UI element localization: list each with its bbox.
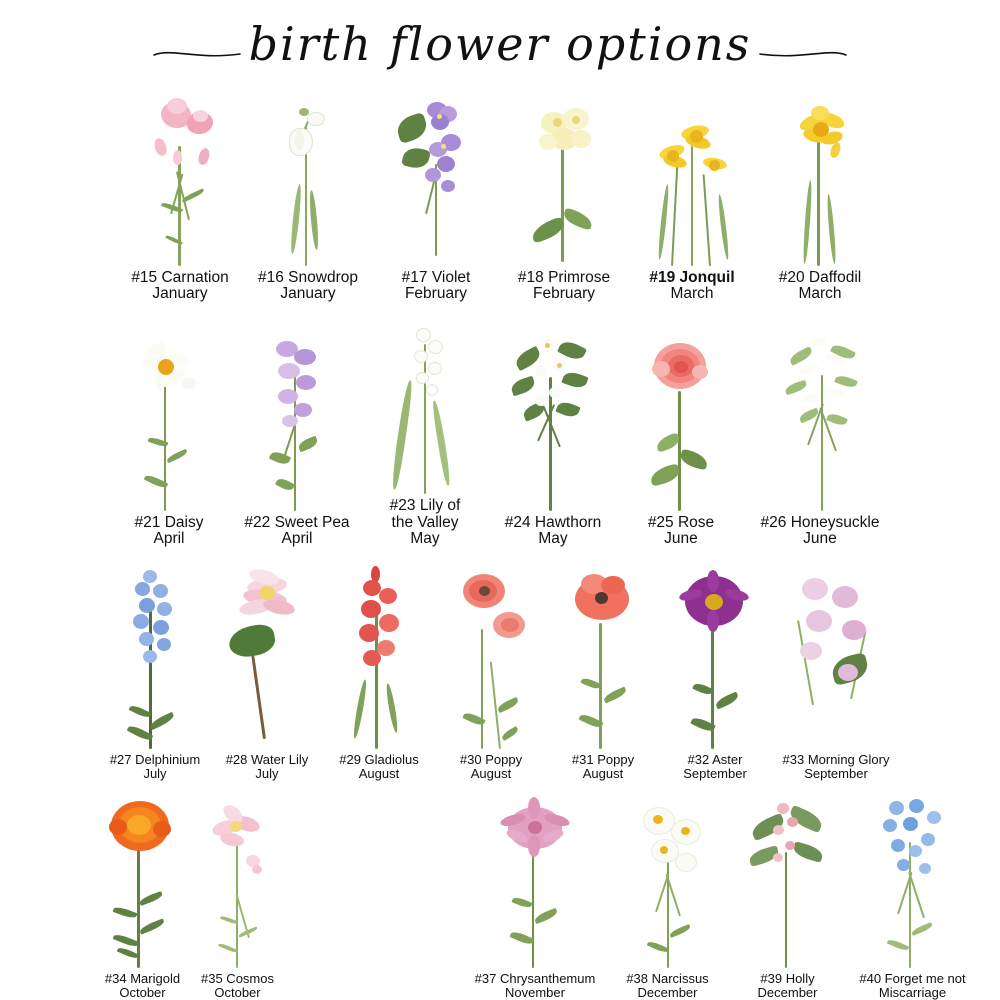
flower-caption	[460, 753, 522, 781]
flower-row-2	[0, 310, 1000, 548]
caption-line-2: June	[803, 530, 837, 548]
flower-caption	[648, 515, 714, 548]
caption-line-2: August	[470, 765, 512, 781]
flower-caption	[201, 972, 274, 1000]
flower-caption	[761, 515, 880, 548]
caption-line-2: December	[637, 984, 698, 1000]
flower-grid	[0, 88, 1000, 1000]
flower-caption	[572, 753, 634, 781]
flower-caption	[339, 753, 419, 781]
caption-line-1: #29 Gladiolus	[339, 751, 419, 767]
flower-caption	[505, 515, 602, 548]
flower-card-poppy-31[interactable]	[547, 556, 659, 781]
flower-caption	[783, 753, 890, 781]
page-header	[0, 0, 1000, 88]
flower-card-violet[interactable]	[372, 88, 500, 303]
caption-line-1: #19 Jonquil	[649, 268, 735, 286]
flower-caption	[649, 270, 734, 303]
flower-card-sweet-pea[interactable]	[233, 310, 361, 548]
flower-card-cosmos[interactable]	[190, 788, 285, 1000]
caption-line-1: #18 Primrose	[517, 268, 611, 286]
flower-caption	[758, 972, 818, 1000]
flower-caption	[475, 972, 596, 1000]
flower-card-gladiolus[interactable]	[323, 556, 435, 781]
flower-caption	[105, 972, 180, 1000]
flower-row-3	[0, 556, 1000, 781]
caption-line-2: August	[582, 765, 624, 781]
caption-line-2: March	[670, 285, 714, 303]
caption-line-1: #37 Chrysanthemum	[474, 970, 596, 986]
flower-card-morning-glory[interactable]	[771, 556, 901, 781]
caption-line-2: November	[505, 984, 565, 1000]
caption-line-1: #24 Hawthorn	[504, 513, 602, 531]
caption-line-1: #38 Narcissus	[626, 970, 709, 986]
caption-line-1: #26 Honeysuckle	[760, 513, 880, 531]
caption-line-1: #34 Marigold	[104, 970, 181, 986]
caption-line-1: #17 Violet	[401, 268, 471, 286]
flower-card-jonquil[interactable]	[628, 88, 756, 303]
flower-card-narcissus[interactable]	[605, 788, 730, 1000]
caption-line-1: #25 Rose	[647, 513, 715, 531]
caption-line-1: #27 Delphinium	[109, 751, 201, 767]
caption-line-1: #30 Poppy	[459, 751, 523, 767]
flower-card-honeysuckle[interactable]	[745, 310, 895, 548]
flower-card-hawthorn[interactable]	[489, 310, 617, 548]
flower-card-aster[interactable]	[659, 556, 771, 781]
flower-card-poppy-30[interactable]	[435, 556, 547, 781]
caption-line-2: February	[532, 285, 596, 303]
caption-line-1: #33 Morning Glory	[782, 751, 890, 767]
title-swash-right-icon	[758, 46, 848, 60]
caption-line-1: #28 Water Lily	[225, 751, 309, 767]
flower-caption	[244, 515, 349, 548]
caption-line-2: Miscarriage	[878, 984, 947, 1000]
flower-row-1	[0, 88, 1000, 303]
caption-line-2: April	[281, 530, 313, 548]
flower-caption	[131, 270, 228, 303]
flower-card-primrose[interactable]	[500, 88, 628, 303]
caption-line-1: #20 Daffodil	[778, 268, 862, 286]
flower-card-snowdrop[interactable]	[244, 88, 372, 303]
caption-line-1: #35 Cosmos	[201, 970, 274, 986]
caption-line-2: September	[804, 765, 868, 781]
caption-line-2: August	[358, 765, 400, 781]
caption-line-2: January	[280, 285, 336, 303]
page-title: birth flower options	[248, 17, 752, 71]
flower-card-rose[interactable]	[617, 310, 745, 548]
caption-line-1: #39 Holly	[760, 970, 815, 986]
caption-line-2: April	[153, 530, 185, 548]
caption-line-2: September	[683, 765, 747, 781]
flower-grid-gap	[285, 788, 465, 1000]
flower-caption	[779, 270, 861, 303]
flower-caption	[402, 270, 471, 303]
caption-line-2: the Valley	[391, 513, 459, 531]
caption-line-1: #40 Forget me not	[859, 970, 966, 986]
flower-caption	[110, 753, 200, 781]
caption-line-2: July	[143, 765, 167, 781]
caption-line-2: July	[255, 765, 279, 781]
flower-caption	[226, 753, 309, 781]
flower-card-marigold[interactable]	[95, 788, 190, 1000]
caption-line-2: February	[404, 285, 467, 303]
flower-card-water-lily[interactable]	[211, 556, 323, 781]
caption-line-2: October	[119, 984, 166, 1000]
flower-caption	[390, 498, 461, 548]
caption-line-1: #15 Carnation	[131, 268, 229, 286]
title-swash-left-icon	[152, 46, 242, 60]
flower-caption	[258, 270, 358, 303]
caption-line-1: #22 Sweet Pea	[244, 513, 350, 531]
caption-line-2: June	[664, 530, 698, 548]
flower-card-lily-of-the-valley[interactable]	[361, 310, 489, 548]
flower-card-forget-me-not[interactable]	[845, 788, 980, 1000]
flower-caption	[683, 753, 747, 781]
flower-card-carnation[interactable]	[116, 88, 244, 303]
flower-card-holly[interactable]	[730, 788, 845, 1000]
flower-card-daisy[interactable]	[105, 310, 233, 548]
caption-line-2: May	[538, 530, 568, 548]
flower-card-delphinium[interactable]	[99, 556, 211, 781]
caption-line-1: #16 Snowdrop	[258, 268, 358, 286]
flower-caption	[626, 972, 708, 1000]
caption-line-2: December	[757, 984, 818, 1000]
caption-line-1: #23 Lily of	[389, 496, 461, 514]
flower-caption	[859, 972, 965, 1000]
flower-caption	[518, 270, 610, 303]
flower-caption	[135, 515, 204, 548]
flower-row-4	[0, 788, 1000, 1000]
caption-line-2: October	[214, 984, 261, 1000]
flower-card-chrysanthemum[interactable]	[465, 788, 605, 1000]
caption-line-2: January	[152, 285, 208, 303]
caption-line-2: March	[798, 285, 842, 303]
caption-line-1: #32 Aster	[687, 751, 743, 767]
flower-card-daffodil[interactable]	[756, 88, 884, 303]
caption-line-3: May	[410, 530, 440, 548]
caption-line-1: #21 Daisy	[134, 513, 204, 531]
caption-line-1: #31 Poppy	[571, 751, 635, 767]
